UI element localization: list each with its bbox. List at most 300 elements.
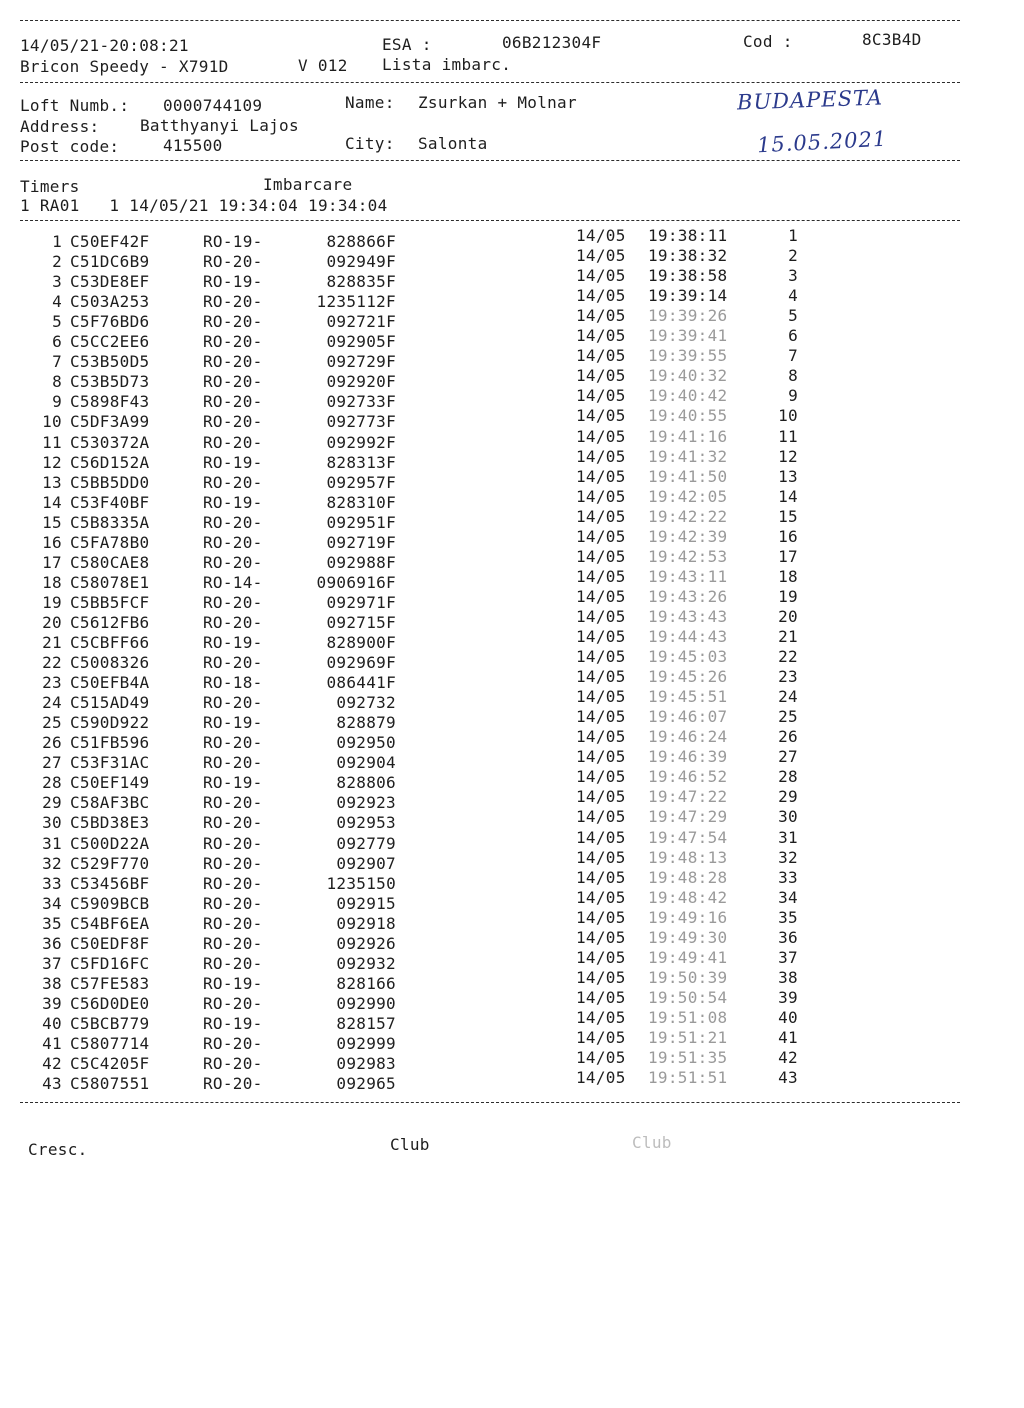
address-value: Batthyanyi Lajos (140, 116, 299, 135)
arrival-position: 28 (778, 767, 798, 787)
ring-number: 092904 (336, 753, 396, 773)
arrival-date: 14/05 (576, 987, 626, 1007)
arrival-time: 19:43:11 (648, 566, 728, 586)
table-row (0, 807, 1000, 833)
row-index: 2 (52, 252, 62, 272)
arrival-date: 14/05 (576, 566, 626, 586)
ring-code: C53B5D73 (70, 372, 150, 392)
ring-number: 092999 (336, 1034, 396, 1053)
ring-code: C51DC6B9 (70, 252, 150, 272)
ring-prefix: RO-19- (203, 1013, 263, 1033)
table-row (0, 586, 1000, 613)
arrival-date: 14/05 (576, 346, 626, 366)
row-index: 20 (42, 612, 62, 632)
arrival-date: 14/05 (576, 586, 626, 606)
table-row (0, 947, 1000, 974)
arrival-position: 14 (778, 486, 798, 506)
ring-code: C5DF3A99 (70, 412, 150, 432)
arrival-time: 19:47:29 (648, 807, 728, 827)
arrival-date: 14/05 (576, 606, 626, 626)
ring-code: C53456BF (70, 873, 150, 893)
divider (20, 1102, 960, 1103)
arrival-position: 39 (778, 987, 798, 1007)
arrival-time: 19:45:51 (648, 687, 728, 707)
row-index: 16 (42, 532, 62, 552)
arrival-time: 19:45:26 (648, 667, 728, 687)
timers-label: Timers (20, 177, 80, 196)
address-label: Address: (20, 117, 100, 136)
arrival-time: 19:48:42 (648, 887, 728, 907)
ring-number: 092905F (326, 332, 396, 352)
loft-number: 0000744109 (163, 96, 263, 115)
arrival-date: 14/05 (576, 306, 626, 326)
arrival-position: 34 (778, 887, 798, 907)
list-title: Lista imbarc. (382, 55, 512, 74)
ring-number: 092983 (336, 1054, 396, 1074)
row-index: 29 (42, 793, 62, 813)
ring-number: 828879 (336, 713, 396, 733)
row-index: 8 (52, 372, 62, 392)
ring-number: 828806 (336, 773, 396, 793)
arrival-position: 20 (778, 606, 798, 626)
ring-prefix: RO-20- (203, 893, 263, 913)
arrival-time: 19:42:22 (648, 506, 728, 526)
row-index: 27 (42, 753, 62, 773)
ring-code: C56D152A (70, 452, 150, 472)
ring-prefix: RO-20- (203, 532, 263, 552)
arrival-position: 12 (778, 446, 798, 466)
ring-prefix: RO-20- (203, 853, 263, 873)
arrival-position: 17 (778, 546, 798, 566)
table-row (0, 847, 1000, 874)
ring-code: C5CBFF66 (70, 633, 150, 652)
arrival-time: 19:39:41 (648, 326, 728, 346)
ring-number: 092969F (326, 653, 396, 673)
table-row (0, 566, 1000, 593)
row-index: 42 (42, 1054, 62, 1074)
ring-number: 092965 (336, 1074, 396, 1094)
ring-number: 092779 (336, 833, 396, 853)
ring-number: 092721F (326, 312, 396, 332)
ring-code: C56D0DE0 (70, 993, 150, 1013)
ring-prefix: RO-20- (203, 793, 263, 813)
row-index: 21 (42, 633, 62, 652)
arrival-time: 19:40:42 (648, 386, 728, 406)
arrival-time: 19:39:26 (648, 306, 728, 326)
ring-number: 828157 (336, 1013, 396, 1033)
arrival-time: 19:45:03 (648, 647, 728, 667)
table-row (0, 1048, 1000, 1074)
ring-prefix: RO-20- (203, 733, 263, 753)
ring-prefix: RO-20- (203, 953, 263, 973)
arrival-time: 19:43:43 (648, 606, 728, 626)
arrival-date: 14/05 (576, 546, 626, 566)
arrival-position: 2 (788, 246, 798, 266)
ring-number: 092953 (336, 813, 396, 833)
row-index: 11 (42, 432, 62, 452)
ring-code: C5612FB6 (70, 612, 150, 632)
ring-prefix: RO-19- (203, 773, 263, 793)
arrival-date: 14/05 (576, 887, 626, 907)
arrival-position: 42 (778, 1048, 798, 1068)
ring-prefix: RO-20- (203, 813, 263, 833)
ring-prefix: RO-20- (203, 472, 263, 492)
arrival-time: 19:42:53 (648, 546, 728, 566)
ring-prefix: RO-20- (203, 352, 263, 372)
cod-value: 8C3B4D (862, 30, 922, 49)
arrival-date: 14/05 (576, 707, 626, 727)
arrival-position: 7 (788, 346, 798, 366)
ring-code: C5898F43 (70, 392, 150, 412)
ring-number: 092950 (336, 733, 396, 753)
arrival-time: 19:43:26 (648, 586, 728, 606)
row-index: 39 (42, 993, 62, 1013)
row-index: 36 (42, 933, 62, 953)
ring-code: C580CAE8 (70, 552, 150, 572)
ring-prefix: RO-20- (203, 332, 263, 352)
arrival-date: 14/05 (576, 807, 626, 827)
owner-name: Zsurkan + Molnar (418, 93, 577, 112)
table-row (0, 446, 1000, 473)
ring-number: 092733F (326, 392, 396, 412)
row-index: 23 (42, 673, 62, 693)
table-row (0, 707, 1000, 733)
arrival-position: 6 (788, 326, 798, 346)
ring-code: C529F770 (70, 853, 150, 873)
row-index: 24 (42, 693, 62, 713)
cresc-label: Cresc. (28, 1140, 88, 1159)
table-row (0, 827, 1000, 854)
divider (20, 20, 960, 21)
ring-number: 092715F (326, 612, 396, 632)
table-row (0, 927, 1000, 954)
ring-number: 092773F (326, 412, 396, 432)
arrival-time: 19:39:55 (648, 346, 728, 366)
arrival-position: 3 (788, 266, 798, 286)
club-label: Club (390, 1135, 430, 1154)
ring-prefix: RO-19- (203, 713, 263, 733)
table-row (0, 406, 1000, 432)
arrival-position: 35 (778, 907, 798, 927)
row-index: 6 (52, 332, 62, 352)
postcode-label: Post code: (20, 137, 120, 156)
arrival-time: 19:42:05 (648, 486, 728, 506)
city-label: City: (345, 134, 395, 153)
ring-code: C50EF42F (70, 232, 150, 251)
ring-number: 092907 (336, 853, 396, 873)
ring-code: C590D922 (70, 713, 150, 733)
club-label-faded: Club (632, 1133, 672, 1152)
ring-number: 092949F (326, 252, 396, 272)
row-index: 34 (42, 893, 62, 913)
arrival-time: 19:49:41 (648, 947, 728, 967)
arrival-date: 14/05 (576, 466, 626, 486)
arrival-position: 21 (778, 627, 798, 646)
print-datetime: 14/05/21-20:08:21 (20, 36, 189, 55)
table-row (0, 526, 1000, 553)
arrival-time: 19:38:58 (648, 266, 728, 286)
arrival-position: 15 (778, 506, 798, 526)
device-name: Bricon Speedy - X791D (20, 57, 229, 76)
ring-prefix: RO-20- (203, 833, 263, 853)
ring-prefix: RO-20- (203, 412, 263, 432)
ring-prefix: RO-20- (203, 753, 263, 773)
ring-code: C50EF149 (70, 773, 150, 793)
ring-number: 828900F (326, 633, 396, 652)
arrival-date: 14/05 (576, 1007, 626, 1027)
divider (20, 82, 960, 83)
arrival-date: 14/05 (576, 326, 626, 346)
table-row (0, 1068, 1000, 1094)
ring-code: C5C4205F (70, 1054, 150, 1074)
row-index: 25 (42, 713, 62, 733)
arrival-time: 19:49:16 (648, 907, 728, 927)
divider (20, 220, 960, 221)
ring-prefix: RO-20- (203, 592, 263, 612)
arrival-time: 19:48:28 (648, 867, 728, 887)
imbarcare-label: Imbarcare (263, 175, 353, 194)
arrival-position: 30 (778, 807, 798, 827)
ring-code: C50EFB4A (70, 673, 150, 693)
table-row (0, 486, 1000, 513)
ring-prefix: RO-20- (203, 512, 263, 532)
ring-prefix: RO-19- (203, 492, 263, 512)
arrival-position: 25 (778, 707, 798, 727)
ring-number: 092992F (326, 432, 396, 452)
arrival-date: 14/05 (576, 767, 626, 787)
ring-prefix: RO-20- (203, 913, 263, 933)
arrival-position: 33 (778, 867, 798, 887)
arrival-date: 14/05 (576, 526, 626, 546)
table-row (0, 546, 1000, 573)
ring-code: C515AD49 (70, 693, 150, 713)
esa-value: 06B212304F (502, 33, 602, 52)
row-index: 5 (52, 312, 62, 332)
ring-code: C53DE8EF (70, 272, 150, 292)
ring-code: C58078E1 (70, 572, 150, 592)
city-value: Salonta (418, 134, 488, 153)
arrival-position: 11 (778, 426, 798, 446)
ring-number: 092926 (336, 933, 396, 953)
arrival-date: 14/05 (576, 1068, 626, 1088)
ring-prefix: RO-20- (203, 312, 263, 332)
ring-prefix: RO-20- (203, 392, 263, 412)
ring-prefix: RO-20- (203, 993, 263, 1013)
row-index: 32 (42, 853, 62, 873)
table-row (0, 306, 1000, 332)
device-version: V 012 (298, 56, 348, 75)
arrival-position: 26 (778, 727, 798, 747)
ring-code: C5909BCB (70, 893, 150, 913)
arrival-position: 8 (788, 366, 798, 386)
arrival-time: 19:47:22 (648, 787, 728, 807)
ring-number: 828166 (336, 973, 396, 993)
row-index: 9 (52, 392, 62, 412)
arrival-date: 14/05 (576, 847, 626, 867)
row-index: 1 (52, 232, 62, 251)
arrival-time: 19:46:52 (648, 767, 728, 787)
arrival-position: 10 (778, 406, 798, 426)
ring-number: 092957F (326, 472, 396, 492)
ring-prefix: RO-19- (203, 272, 263, 292)
ring-code: C5008326 (70, 653, 150, 673)
arrival-date: 14/05 (576, 687, 626, 707)
row-index: 33 (42, 873, 62, 893)
ring-code: C5BD38E3 (70, 813, 150, 833)
ring-number: 828310F (326, 492, 396, 512)
ring-code: C54BF6EA (70, 913, 150, 933)
ring-number: 092988F (326, 552, 396, 572)
arrival-time: 19:40:55 (648, 406, 728, 426)
arrival-time: 19:51:51 (648, 1068, 728, 1088)
arrival-position: 38 (778, 967, 798, 987)
table-row (0, 226, 1000, 252)
table-row (0, 246, 1000, 272)
ring-code: C5807551 (70, 1074, 150, 1094)
ring-code: C5BB5DD0 (70, 472, 150, 492)
table-row (0, 867, 1000, 894)
row-index: 12 (42, 452, 62, 472)
arrival-date: 14/05 (576, 266, 626, 286)
arrival-date: 14/05 (576, 967, 626, 987)
ring-code: C500D22A (70, 833, 150, 853)
row-index: 22 (42, 653, 62, 673)
table-row (0, 326, 1000, 352)
arrival-date: 14/05 (576, 366, 626, 386)
arrival-position: 24 (778, 687, 798, 707)
ring-prefix: RO-20- (203, 873, 263, 893)
ring-number: 828313F (326, 452, 396, 472)
ring-prefix: RO-20- (203, 653, 263, 673)
ring-code: C53F31AC (70, 753, 150, 773)
ring-code: C53B50D5 (70, 352, 150, 372)
ring-code: C5BCB779 (70, 1013, 150, 1033)
loft-label: Loft Numb.: (20, 96, 130, 115)
arrival-date: 14/05 (576, 907, 626, 927)
arrival-position: 27 (778, 747, 798, 767)
arrival-date: 14/05 (576, 406, 626, 426)
ring-code: C5807714 (70, 1034, 150, 1053)
ring-prefix: RO-20- (203, 372, 263, 392)
arrival-time: 19:44:43 (648, 627, 728, 646)
arrival-position: 19 (778, 586, 798, 606)
arrival-date: 14/05 (576, 226, 626, 245)
arrival-time: 19:41:32 (648, 446, 728, 466)
table-row (0, 386, 1000, 412)
arrival-position: 37 (778, 947, 798, 967)
arrival-date: 14/05 (576, 827, 626, 847)
ring-number: 092923 (336, 793, 396, 813)
ring-prefix: RO-18- (203, 673, 263, 693)
table-row (0, 346, 1000, 372)
table-row (0, 987, 1000, 1014)
row-index: 41 (42, 1034, 62, 1053)
arrival-time: 19:38:11 (648, 226, 728, 245)
arrival-time: 19:47:54 (648, 827, 728, 847)
ring-prefix: RO-20- (203, 1054, 263, 1074)
arrival-position: 1 (788, 226, 798, 245)
arrival-time: 19:41:50 (648, 466, 728, 486)
arrival-time: 19:39:14 (648, 286, 728, 306)
ring-number: 092990 (336, 993, 396, 1013)
ring-number: 828866F (326, 232, 396, 251)
arrival-position: 41 (778, 1028, 798, 1047)
table-row (0, 606, 1000, 633)
arrival-date: 14/05 (576, 246, 626, 266)
arrival-time: 19:50:54 (648, 987, 728, 1007)
row-index: 38 (42, 973, 62, 993)
arrival-time: 19:38:32 (648, 246, 728, 266)
row-index: 3 (52, 272, 62, 292)
arrival-date: 14/05 (576, 286, 626, 306)
arrival-time: 19:51:35 (648, 1048, 728, 1068)
arrival-time: 19:40:32 (648, 366, 728, 386)
arrival-date: 14/05 (576, 1028, 626, 1047)
ring-code: C58AF3BC (70, 793, 150, 813)
ring-code: C503A253 (70, 292, 150, 312)
ring-code: C5FA78B0 (70, 532, 150, 552)
ring-code: C5CC2EE6 (70, 332, 150, 352)
arrival-position: 13 (778, 466, 798, 486)
row-index: 31 (42, 833, 62, 853)
row-index: 4 (52, 292, 62, 312)
row-index: 43 (42, 1074, 62, 1094)
ring-prefix: RO-20- (203, 1074, 263, 1094)
ring-prefix: RO-20- (203, 292, 263, 312)
row-index: 17 (42, 552, 62, 572)
table-row (0, 466, 1000, 493)
table-row (0, 667, 1000, 693)
timer-line: 1 RA01 1 14/05/21 19:34:04 19:34:04 (20, 196, 388, 215)
arrival-date: 14/05 (576, 667, 626, 687)
arrival-time: 19:46:07 (648, 707, 728, 727)
arrival-time: 19:48:13 (648, 847, 728, 867)
row-index: 26 (42, 733, 62, 753)
arrival-time: 19:49:30 (648, 927, 728, 947)
ring-code: C530372A (70, 432, 150, 452)
ring-prefix: RO-20- (203, 552, 263, 572)
ring-prefix: RO-20- (203, 693, 263, 713)
row-index: 35 (42, 913, 62, 933)
ring-prefix: RO-20- (203, 432, 263, 452)
arrival-date: 14/05 (576, 627, 626, 646)
ring-number: 092732 (336, 693, 396, 713)
table-row (0, 426, 1000, 453)
arrival-date: 14/05 (576, 927, 626, 947)
arrival-position: 23 (778, 667, 798, 687)
table-row (0, 1007, 1000, 1034)
arrival-date: 14/05 (576, 446, 626, 466)
arrival-date: 14/05 (576, 747, 626, 767)
arrival-position: 5 (788, 306, 798, 326)
divider (20, 160, 960, 161)
ring-prefix: RO-20- (203, 612, 263, 632)
arrival-position: 31 (778, 827, 798, 847)
esa-label: ESA : (382, 35, 432, 54)
arrival-date: 14/05 (576, 867, 626, 887)
ring-prefix: RO-19- (203, 973, 263, 993)
arrival-date: 14/05 (576, 727, 626, 747)
arrival-position: 29 (778, 787, 798, 807)
arrival-date: 14/05 (576, 787, 626, 807)
ring-code: C53F40BF (70, 492, 150, 512)
handwritten-date: 15.05.2021 (756, 126, 888, 158)
ring-prefix: RO-20- (203, 1034, 263, 1053)
ring-code: C5B8335A (70, 512, 150, 532)
ring-prefix: RO-14- (203, 572, 263, 592)
arrival-position: 18 (778, 566, 798, 586)
row-index: 14 (42, 492, 62, 512)
